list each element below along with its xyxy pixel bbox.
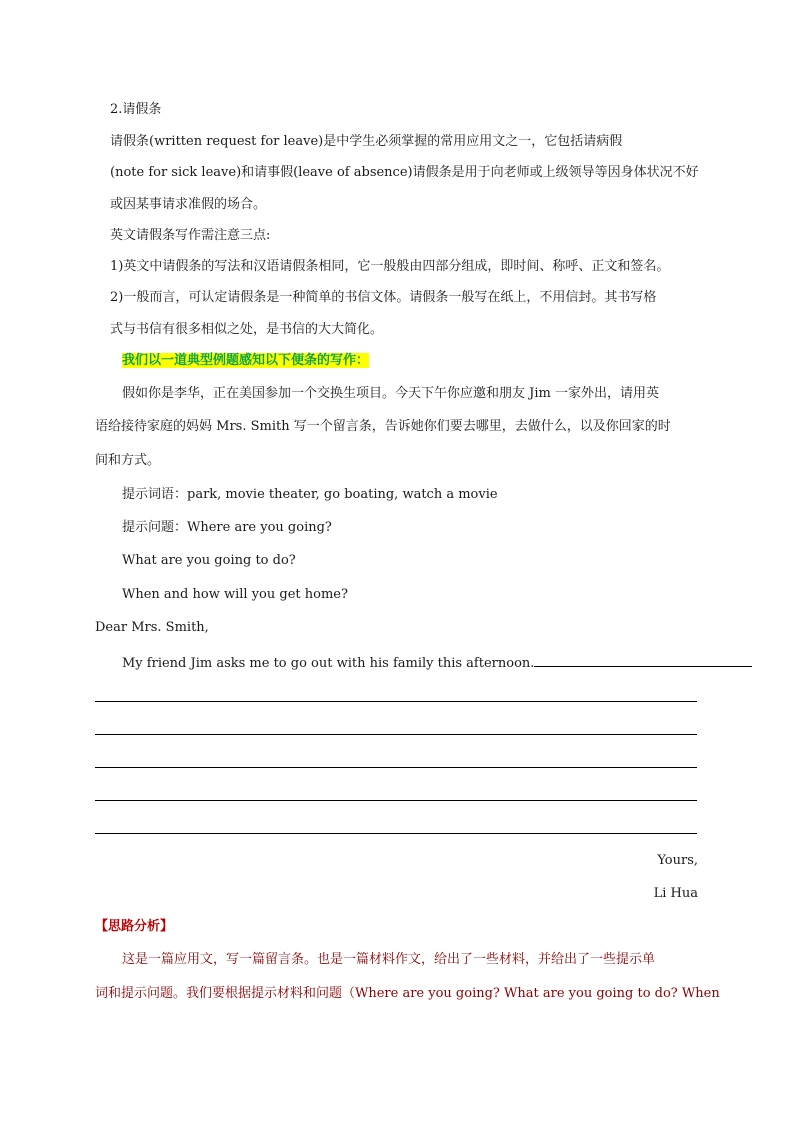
letter-opening-text: My friend Jim asks me to go out with his family this afternoon.	[122, 656, 535, 671]
letter-signature: Li Hua	[653, 886, 698, 901]
notes-heading: 英文请假条写作需注意三点:	[110, 228, 271, 243]
letter-closing: Yours,	[657, 853, 698, 868]
answer-line-4	[95, 800, 697, 801]
analysis-heading: 【思路分析】	[95, 919, 174, 934]
analysis-line-2: 词和提示问题。我们要根据提示材料和问题（Where are you going? What are you going to do? When	[95, 986, 720, 1001]
point-1: 1)英文中请假条的写法和汉语请假条相同，它一般般由四部分组成，即时间、称呼、正文和签名。	[110, 259, 670, 274]
answer-line-1	[95, 701, 697, 702]
intro-line-2: (note for sick leave)和请事假(leave of absence)请假条是用于向老师或上级领导等因身体状况不好	[110, 165, 699, 180]
intro-line-3: 或因某事请求准假的场合。	[110, 197, 267, 212]
answer-line-3	[95, 767, 697, 768]
task-line-2: 语给接待家庭的妈妈 Mrs. Smith 写一个留言条，告诉她你们要去哪里，去做什么，以及你回家的时	[95, 419, 671, 434]
intro-line-1: 请假条(written request for leave)是中学生必须掌握的常用应用文之一，它包括请病假	[110, 134, 623, 149]
example-heading	[122, 352, 369, 370]
letter-salutation: Dear Mrs. Smith,	[95, 620, 209, 635]
highlighted-text: 我们以一道典型例题感知以下便条的写作：	[122, 353, 370, 368]
hint-question-2: What are you going to do?	[122, 553, 296, 568]
letter-opening	[122, 652, 752, 673]
answer-line-5	[95, 833, 697, 834]
analysis-line-1: 这是一篇应用文，写一篇留言条。也是一篇材料作文，给出了一些材料，并给出了一些提示单	[122, 952, 656, 967]
point-2-line-1: 2)一般而言，可认定请假条是一种简单的书信文体。请假条一般写在纸上，不用信封。其书写格	[110, 290, 657, 305]
hint-question-3: When and how will you get home?	[122, 587, 348, 602]
section-title: 2.请假条	[110, 102, 162, 117]
hint-words: 提示词语：park, movie theater, go boating, watch a movie	[122, 487, 498, 502]
point-2-line-2: 式与书信有很多相似之处，是书信的大大简化。	[110, 322, 384, 337]
answer-line-2	[95, 734, 697, 735]
hint-question-1: 提示问题：Where are you going?	[122, 520, 332, 535]
answer-blank-inline	[534, 652, 752, 667]
task-line-3: 间和方式。	[95, 453, 161, 468]
task-line-1: 假如你是李华，正在美国参加一个交换生项目。今天下午你应邀和朋友 Jim 一家外出，请用英	[122, 386, 659, 401]
